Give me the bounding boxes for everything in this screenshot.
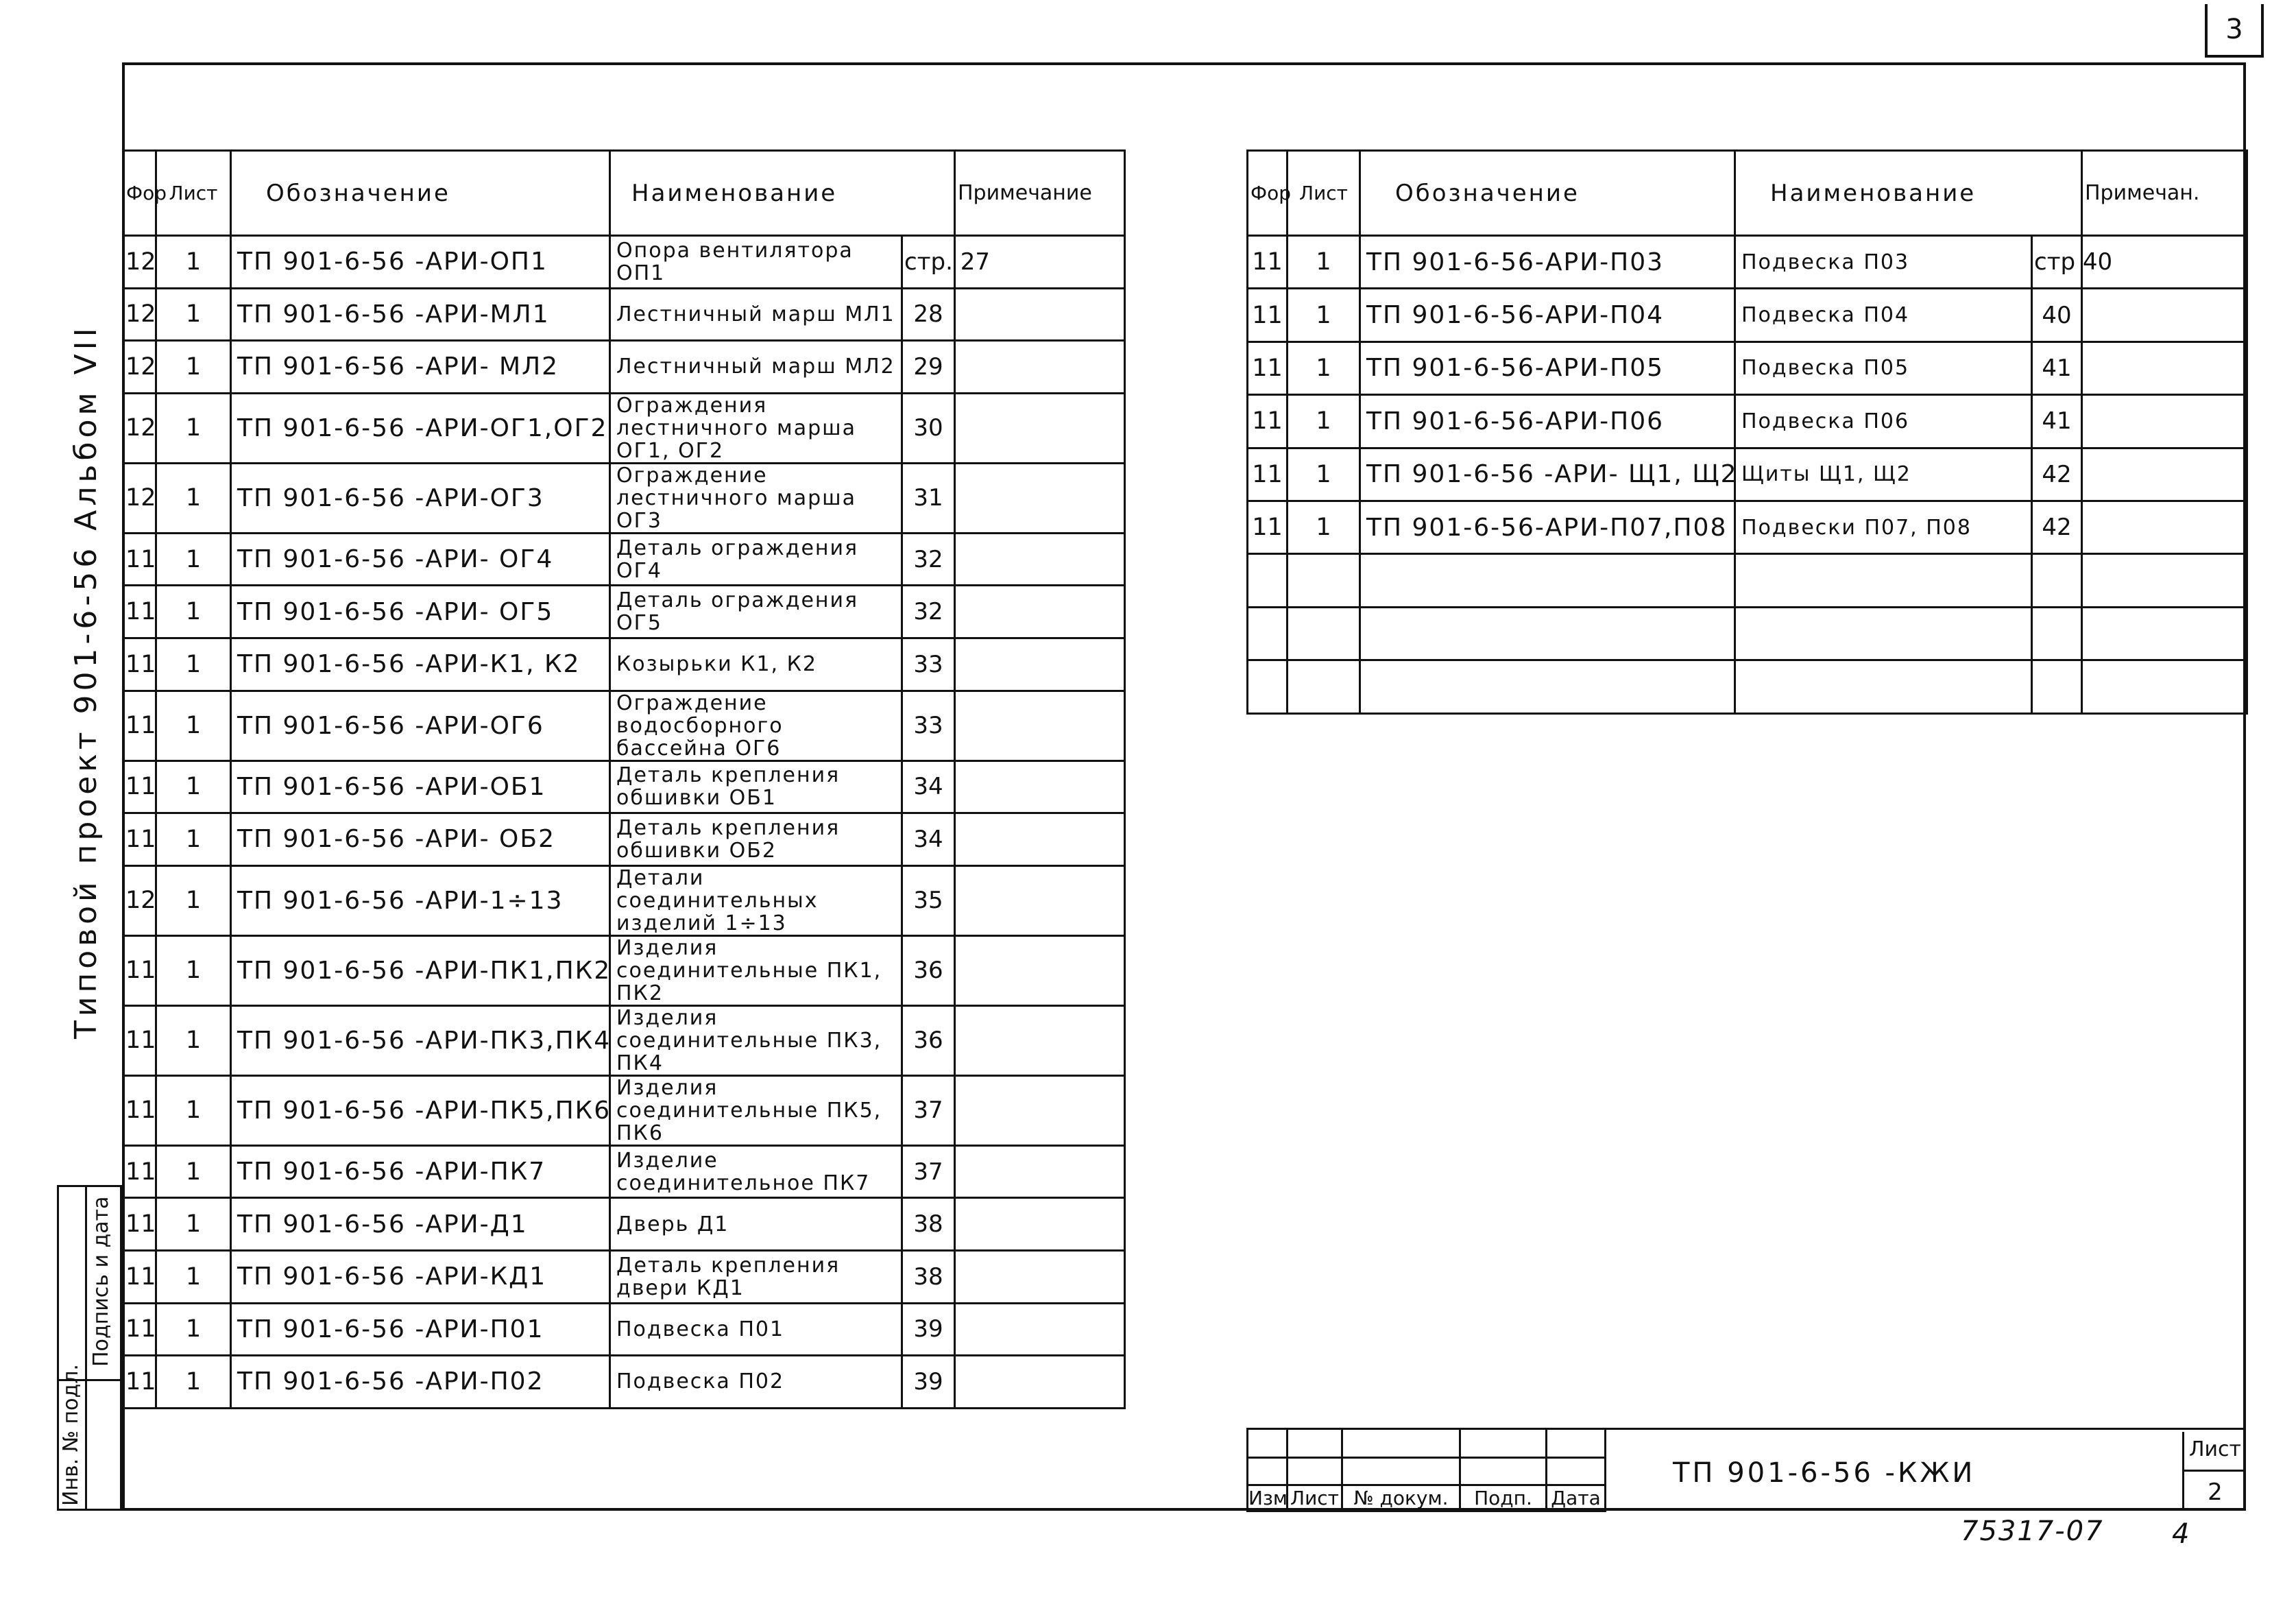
row-name: Дверь Д1 xyxy=(610,1198,902,1251)
row-note xyxy=(2082,660,2247,713)
row-designation: ТП 901-6-56 -АРИ-МЛ1 xyxy=(231,288,610,341)
row-note xyxy=(955,935,1125,1005)
row-designation: ТП 901-6-56 -АРИ-ОГ3 xyxy=(231,463,610,533)
row-format: 11 xyxy=(123,935,156,1005)
row-page: 38 xyxy=(902,1250,955,1303)
row-page: 34 xyxy=(902,761,955,813)
title-col-sheet: Лист xyxy=(1288,1485,1342,1511)
row-designation: ТП 901-6-56 -АРИ-ПК5,ПК6 xyxy=(231,1075,610,1145)
row-format xyxy=(1248,554,1288,607)
row-designation: ТП 901-6-56 -АРИ-КД1 xyxy=(231,1250,610,1303)
row-designation: ТП 901-6-56-АРИ-П03 xyxy=(1360,236,1735,289)
row-name: Изделия соединительные ПК3, ПК4 xyxy=(610,1005,902,1075)
row-format: 11 xyxy=(1248,501,1288,553)
row-sheet xyxy=(1288,660,1360,713)
table-row xyxy=(123,1145,1125,1198)
row-name: Деталь крепления обшивки ОБ2 xyxy=(610,813,902,866)
corner-page-number: 3 xyxy=(2205,4,2264,58)
right-spec-table xyxy=(1246,149,2248,715)
row-sheet: 1 xyxy=(156,691,231,761)
row-page: 30 xyxy=(902,393,955,463)
row-note xyxy=(955,288,1125,341)
row-format: 11 xyxy=(1248,342,1288,394)
sheet-box xyxy=(2182,1432,2246,1511)
row-sheet: 1 xyxy=(156,1250,231,1303)
stamp-box xyxy=(57,1185,122,1511)
row-format: 11 xyxy=(123,1075,156,1145)
row-sheet: 1 xyxy=(156,463,231,533)
row-note xyxy=(955,341,1125,394)
row-format xyxy=(1248,660,1288,713)
row-name: Подвеска П03 xyxy=(1735,236,2032,289)
row-note xyxy=(955,638,1125,691)
row-name: Лестничный марш МЛ2 xyxy=(610,341,902,394)
row-designation xyxy=(1360,607,1735,660)
table-row xyxy=(123,288,1125,341)
row-sheet: 1 xyxy=(156,393,231,463)
row-note xyxy=(2082,554,2247,607)
col-name: Наименование xyxy=(610,151,955,236)
row-designation: ТП 901-6-56 -АРИ-К1, К2 xyxy=(231,638,610,691)
row-name: Лестничный марш МЛ1 xyxy=(610,288,902,341)
row-page: 36 xyxy=(902,935,955,1005)
row-note xyxy=(955,691,1125,761)
row-designation: ТП 901-6-56-АРИ-П07,П08 xyxy=(1360,501,1735,553)
row-page: 32 xyxy=(902,586,955,638)
table-row xyxy=(123,1250,1125,1303)
row-name: Козырьки К1, К2 xyxy=(610,638,902,691)
row-note xyxy=(2082,395,2247,448)
row-designation: ТП 901-6-56 -АРИ-ПК1,ПК2 xyxy=(231,935,610,1005)
sheet-value: 2 xyxy=(2208,1479,2223,1506)
row-sheet: 1 xyxy=(156,586,231,638)
title-block-grid xyxy=(1246,1428,1606,1512)
row-name: Подвеска П02 xyxy=(610,1356,902,1409)
col-sheet: Лист xyxy=(156,151,231,236)
row-sheet: 1 xyxy=(156,813,231,866)
row-note xyxy=(2082,607,2247,660)
row-page: стр. 27 xyxy=(902,236,955,289)
row-page: стр 40 xyxy=(2032,236,2082,289)
col-note: Примечание xyxy=(955,151,1125,236)
row-sheet: 1 xyxy=(1288,289,1360,342)
row-note xyxy=(955,586,1125,638)
row-designation: ТП 901-6-56-АРИ-П04 xyxy=(1360,289,1735,342)
row-name: Ограждение водосборного бассейна ОГ6 xyxy=(610,691,902,761)
table-row xyxy=(123,463,1125,533)
row-page: 41 xyxy=(2032,395,2082,448)
row-note xyxy=(2082,289,2247,342)
row-format: 11 xyxy=(1248,448,1288,501)
row-format: 11 xyxy=(123,1356,156,1409)
row-note xyxy=(955,1303,1125,1356)
col-note: Примечан. xyxy=(2082,151,2247,236)
row-note xyxy=(955,463,1125,533)
row-name xyxy=(1735,607,2032,660)
row-sheet: 1 xyxy=(156,865,231,935)
row-name: Деталь ограждения ОГ5 xyxy=(610,586,902,638)
row-name: Деталь ограждения ОГ4 xyxy=(610,533,902,586)
row-note xyxy=(955,865,1125,935)
row-page xyxy=(2032,607,2082,660)
table-header xyxy=(123,151,1125,236)
row-name: Изделия соединительные ПК1, ПК2 xyxy=(610,935,902,1005)
row-format: 11 xyxy=(1248,289,1288,342)
row-designation: ТП 901-6-56 -АРИ- ОГ4 xyxy=(231,533,610,586)
stamp-signature-label: Подпись и дата xyxy=(89,1196,113,1367)
row-format: 12 xyxy=(123,236,156,289)
row-name: Ограждения лестничного марша ОГ1, ОГ2 xyxy=(610,393,902,463)
row-sheet xyxy=(1288,607,1360,660)
col-name: Наименование xyxy=(1735,151,2082,236)
row-designation: ТП 901-6-56 -АРИ-ОГ6 xyxy=(231,691,610,761)
row-name: Подвеска П05 xyxy=(1735,342,2032,394)
document-number: ТП 901-6-56 -КЖИ xyxy=(1673,1457,1976,1489)
row-sheet: 1 xyxy=(1288,236,1360,289)
row-page: 31 xyxy=(902,463,955,533)
row-page: 34 xyxy=(902,813,955,866)
row-page: 37 xyxy=(902,1145,955,1198)
table-row xyxy=(123,865,1125,935)
col-designation: Обозначение xyxy=(231,151,610,236)
row-format: 11 xyxy=(123,1303,156,1356)
row-note xyxy=(955,1005,1125,1075)
row-note xyxy=(955,533,1125,586)
row-note xyxy=(955,1075,1125,1145)
row-page: 33 xyxy=(902,691,955,761)
table-row xyxy=(1248,395,2247,448)
row-format: 12 xyxy=(123,393,156,463)
row-designation: ТП 901-6-56 -АРИ- ОГ5 xyxy=(231,586,610,638)
row-note xyxy=(955,1356,1125,1409)
row-sheet: 1 xyxy=(156,638,231,691)
archive-number: 75317-07 xyxy=(1961,1516,2104,1547)
row-designation: ТП 901-6-56 -АРИ-П01 xyxy=(231,1303,610,1356)
table-row xyxy=(123,1005,1125,1075)
row-designation: ТП 901-6-56 -АРИ-Д1 xyxy=(231,1198,610,1251)
table-row xyxy=(123,586,1125,638)
row-format: 11 xyxy=(123,761,156,813)
row-format xyxy=(1248,607,1288,660)
row-name: Изделия соединительные ПК5, ПК6 xyxy=(610,1075,902,1145)
row-note xyxy=(955,1250,1125,1303)
table-row xyxy=(1248,289,2247,342)
row-page: 41 xyxy=(2032,342,2082,394)
row-note xyxy=(2082,342,2247,394)
row-format: 12 xyxy=(123,341,156,394)
sheet-label: Лист xyxy=(2188,1437,2242,1461)
table-row xyxy=(1248,554,2247,607)
row-page: 33 xyxy=(902,638,955,691)
row-note xyxy=(955,761,1125,813)
table-row xyxy=(1248,501,2247,553)
table-row xyxy=(123,691,1125,761)
title-block-top-line xyxy=(1246,1428,2246,1430)
row-designation: ТП 901-6-56 -АРИ-1÷13 xyxy=(231,865,610,935)
row-page: 29 xyxy=(902,341,955,394)
row-page: 32 xyxy=(902,533,955,586)
table-header xyxy=(1248,151,2247,236)
row-designation: ТП 901-6-56 -АРИ-П02 xyxy=(231,1356,610,1409)
row-page: 40 xyxy=(2032,289,2082,342)
row-name xyxy=(1735,554,2032,607)
row-designation: ТП 901-6-56 -АРИ-ОП1 xyxy=(231,236,610,289)
row-page: 42 xyxy=(2032,501,2082,553)
row-format: 11 xyxy=(1248,236,1288,289)
row-sheet xyxy=(1288,554,1360,607)
row-name: Деталь крепления двери КД1 xyxy=(610,1250,902,1303)
row-format: 12 xyxy=(123,463,156,533)
title-col-date: Дата xyxy=(1547,1485,1606,1511)
row-page: 39 xyxy=(902,1303,955,1356)
row-sheet: 1 xyxy=(1288,501,1360,553)
table-row xyxy=(1248,448,2247,501)
title-col-sign: Подп. xyxy=(1460,1485,1547,1511)
table-row xyxy=(123,341,1125,394)
table-row xyxy=(123,236,1125,289)
row-name: Изделие соединительное ПК7 xyxy=(610,1145,902,1198)
row-page: 35 xyxy=(902,865,955,935)
row-sheet: 1 xyxy=(156,1145,231,1198)
row-page: 39 xyxy=(902,1356,955,1409)
row-format: 11 xyxy=(123,813,156,866)
row-designation: ТП 901-6-56 -АРИ-ОГ1,ОГ2 xyxy=(231,393,610,463)
row-name: Подвеска П01 xyxy=(610,1303,902,1356)
table-row xyxy=(123,1303,1125,1356)
row-designation xyxy=(1360,660,1735,713)
row-designation: ТП 901-6-56-АРИ-П05 xyxy=(1360,342,1735,394)
row-sheet: 1 xyxy=(156,288,231,341)
side-title: Типовой проект 901-6-56 Альбом VII xyxy=(69,324,104,1039)
col-format: Фор xyxy=(123,151,156,236)
row-page: 38 xyxy=(902,1198,955,1251)
row-page: 28 xyxy=(902,288,955,341)
row-designation: ТП 901-6-56 -АРИ- Щ1, Щ2 xyxy=(1360,448,1735,501)
row-designation: ТП 901-6-56 -АРИ- ОБ2 xyxy=(231,813,610,866)
row-sheet: 1 xyxy=(156,1075,231,1145)
col-sheet: Лист xyxy=(1288,151,1360,236)
row-format: 11 xyxy=(123,1005,156,1075)
row-format: 11 xyxy=(1248,395,1288,448)
row-sheet: 1 xyxy=(156,1005,231,1075)
row-note xyxy=(955,813,1125,866)
row-designation: ТП 901-6-56 -АРИ-ПК7 xyxy=(231,1145,610,1198)
row-sheet: 1 xyxy=(156,1198,231,1251)
left-spec-table xyxy=(122,149,1126,1409)
table-row xyxy=(123,1075,1125,1145)
table-row xyxy=(123,638,1125,691)
row-format: 11 xyxy=(123,1145,156,1198)
row-sheet: 1 xyxy=(156,1303,231,1356)
table-row xyxy=(1248,660,2247,713)
table-row xyxy=(123,1198,1125,1251)
row-sheet: 1 xyxy=(156,533,231,586)
col-designation: Обозначение xyxy=(1360,151,1735,236)
title-col-change: Изм xyxy=(1248,1485,1288,1511)
footer-page: 4 xyxy=(2172,1518,2190,1550)
table-row xyxy=(123,1356,1125,1409)
row-designation: ТП 901-6-56 -АРИ-ОБ1 xyxy=(231,761,610,813)
row-format: 11 xyxy=(123,586,156,638)
row-format: 11 xyxy=(123,691,156,761)
table-row xyxy=(123,533,1125,586)
table-row xyxy=(1248,607,2247,660)
row-name xyxy=(1735,660,2032,713)
table-row xyxy=(123,761,1125,813)
row-note xyxy=(955,393,1125,463)
row-designation xyxy=(1360,554,1735,607)
row-format: 11 xyxy=(123,533,156,586)
row-note xyxy=(2082,448,2247,501)
row-designation: ТП 901-6-56 -АРИ- МЛ2 xyxy=(231,341,610,394)
row-sheet: 1 xyxy=(1288,342,1360,394)
row-name: Щиты Щ1, Щ2 xyxy=(1735,448,2032,501)
row-page: 37 xyxy=(902,1075,955,1145)
row-name: Подвеска П04 xyxy=(1735,289,2032,342)
row-sheet: 1 xyxy=(1288,395,1360,448)
row-sheet: 1 xyxy=(156,341,231,394)
table-row xyxy=(1248,342,2247,394)
row-format: 11 xyxy=(123,1198,156,1251)
col-format: Фор xyxy=(1248,151,1288,236)
row-name: Деталь крепления обшивки ОБ1 xyxy=(610,761,902,813)
row-sheet: 1 xyxy=(156,1356,231,1409)
table-row xyxy=(1248,236,2247,289)
row-name: Подвеска П06 xyxy=(1735,395,2032,448)
row-sheet: 1 xyxy=(156,236,231,289)
row-name: Детали соединительных изделий 1÷13 xyxy=(610,865,902,935)
row-sheet: 1 xyxy=(156,761,231,813)
row-format: 12 xyxy=(123,288,156,341)
row-note xyxy=(955,1198,1125,1251)
row-page: 36 xyxy=(902,1005,955,1075)
row-designation: ТП 901-6-56 -АРИ-ПК3,ПК4 xyxy=(231,1005,610,1075)
table-row xyxy=(123,393,1125,463)
row-page xyxy=(2032,660,2082,713)
table-row xyxy=(123,813,1125,866)
table-row xyxy=(123,935,1125,1005)
row-sheet: 1 xyxy=(1288,448,1360,501)
row-sheet: 1 xyxy=(156,935,231,1005)
title-col-docnum: № докум. xyxy=(1342,1485,1460,1511)
row-name: Опора вентилятора ОП1 xyxy=(610,236,902,289)
row-page: 42 xyxy=(2032,448,2082,501)
row-format: 12 xyxy=(123,865,156,935)
row-name: Ограждение лестничного марша ОГ3 xyxy=(610,463,902,533)
row-note xyxy=(2082,501,2247,553)
row-format: 11 xyxy=(123,1250,156,1303)
row-designation: ТП 901-6-56-АРИ-П06 xyxy=(1360,395,1735,448)
row-page xyxy=(2032,554,2082,607)
stamp-inventory-label: Инв. № подл. xyxy=(59,1364,83,1506)
row-format: 11 xyxy=(123,638,156,691)
row-note xyxy=(955,1145,1125,1198)
row-name: Подвески П07, П08 xyxy=(1735,501,2032,553)
